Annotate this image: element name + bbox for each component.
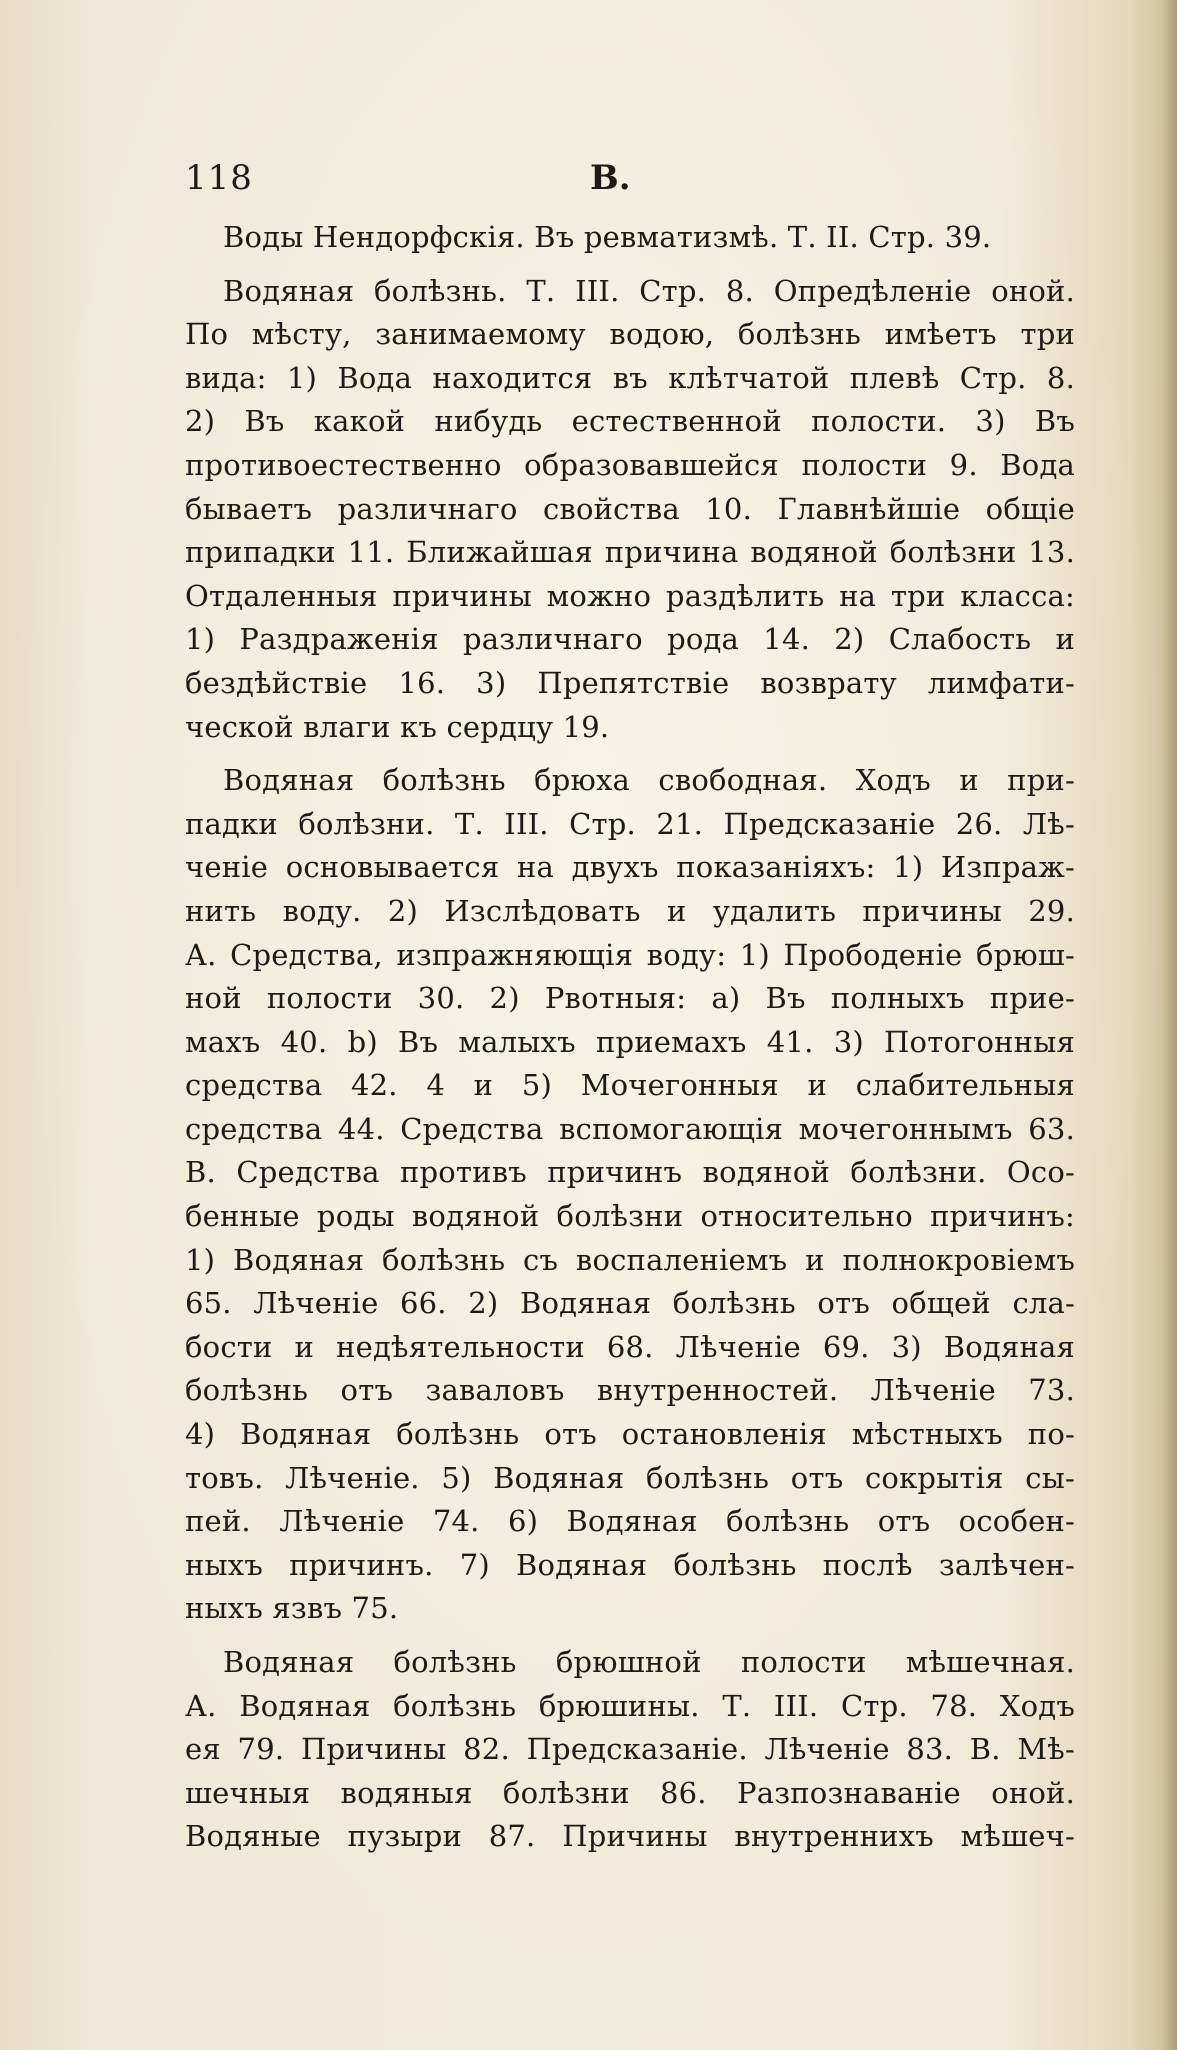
text-line: 65. Лѣченіе 66. 2) Водяная болѣзнь отъ общей сла- [185, 1286, 1075, 1321]
text-line: 2) Въ какой нибудь естественной полости. 3) Въ [185, 404, 1075, 439]
paragraph [185, 759, 1075, 1631]
text-line: припадки 11. Ближайшая причина водяной болѣзни 13. [185, 535, 1075, 570]
page-header [185, 158, 1075, 208]
text-line: болѣзнь отъ заваловъ внутренностей. Лѣченіе 73. [185, 1373, 1075, 1408]
text-line: бездѣйствіе 16. 3) Препятствіе возврату лимфати- [185, 665, 1075, 700]
text-line: 4) Водяная болѣзнь отъ остановленія мѣстныхъ по- [185, 1417, 1075, 1452]
text-line: товъ. Лѣченіе. 5) Водяная болѣзнь отъ сокрытія сы- [185, 1460, 1075, 1495]
text-line: противоестественно образовавшейся полости 9. Вода [185, 447, 1075, 482]
text-line: По мѣсту, занимаемому водою, болѣзнь имѣетъ три [185, 317, 1075, 352]
text-line: В. Средства противъ причинъ водяной болѣзни. Осо- [185, 1155, 1075, 1190]
text-line: бенные роды водяной болѣзни относительно причинъ: [185, 1199, 1075, 1234]
text-line: шечныя водяныя болѣзни 86. Разпознаваніе оной. [185, 1775, 1075, 1810]
text-line: Водяные пузыри 87. Причины внутреннихъ мѣшеч- [185, 1819, 1075, 1854]
text-line: А. Водяная болѣзнь брюшины. Т. III. Стр. 78. Ходъ [185, 1688, 1075, 1723]
text-line: Воды Нендорфскія. Въ ревматизмѣ. Т. II. Стр. 39. [223, 220, 992, 254]
text-line: нить воду. 2) Изслѣдовать и удалить причины 29. [185, 893, 1075, 928]
paragraph [185, 270, 1075, 750]
text-line: Отдаленныя причины можно раздѣлить на три класса: [185, 578, 1075, 613]
text-line: пей. Лѣченіе 74. 6) Водяная болѣзнь отъ особен- [185, 1504, 1075, 1539]
main-text [185, 216, 1075, 1859]
text-line: бости и недѣятельности 68. Лѣченіе 69. 3) Водяная [185, 1329, 1075, 1364]
text-line: ныхъ язвъ 75. [185, 1591, 399, 1626]
text-line: бываетъ различнаго свойства 10. Главнѣйшіе общіе [185, 491, 1075, 526]
text-line: А. Средства, изпражняющія воду: 1) Прободеніе брюш- [185, 937, 1075, 972]
text-line: Водяная болѣзнь. Т. III. Стр. 8. Опредѣленіе оной. [223, 273, 1075, 308]
text-line: ея 79. Причины 82. Предсказаніе. Лѣченіе 83. В. Мѣ- [185, 1732, 1075, 1767]
page-number: 118 [185, 158, 253, 198]
page-edge-shadow [1161, 0, 1177, 2050]
text-line: ченіе основывается на двухъ показаніяхъ: 1) Изпраж- [185, 850, 1075, 885]
text-line: ческой влаги къ сердцу 19. [185, 709, 610, 744]
text-line: 1) Водяная болѣзнь съ воспаленіемъ и полнокровіемъ [185, 1242, 1075, 1277]
text-line: ныхъ причинъ. 7) Водяная болѣзнь послѣ залѣчен- [185, 1547, 1075, 1582]
text-line: вида: 1) Вода находится въ клѣтчатой плевѣ Стр. 8. [185, 360, 1075, 395]
text-line: Водяная болѣзнь брюшной полости мѣшечная. [223, 1645, 1075, 1679]
running-head: В. [590, 158, 631, 198]
text-line: средства 42. 4 и 5) Мочегонныя и слабительныя [185, 1068, 1075, 1103]
text-line: махъ 40. b) Въ малыхъ приемахъ 41. 3) Потогонныя [185, 1024, 1075, 1059]
paragraph [185, 216, 1075, 260]
text-line: падки болѣзни. Т. III. Стр. 21. Предсказаніе 26. Лѣ- [185, 806, 1075, 841]
text-line: средства 44. Средства вспомогающія мочегоннымъ 63. [185, 1111, 1075, 1146]
text-line: ной полости 30. 2) Рвотныя: а) Въ полныхъ прие- [185, 981, 1075, 1016]
text-line: 1) Раздраженія различнаго рода 14. 2) Слабость и [185, 622, 1075, 657]
text-line: Водяная болѣзнь брюха свободная. Ходъ и при- [223, 763, 1075, 798]
paragraph [185, 1641, 1075, 1859]
